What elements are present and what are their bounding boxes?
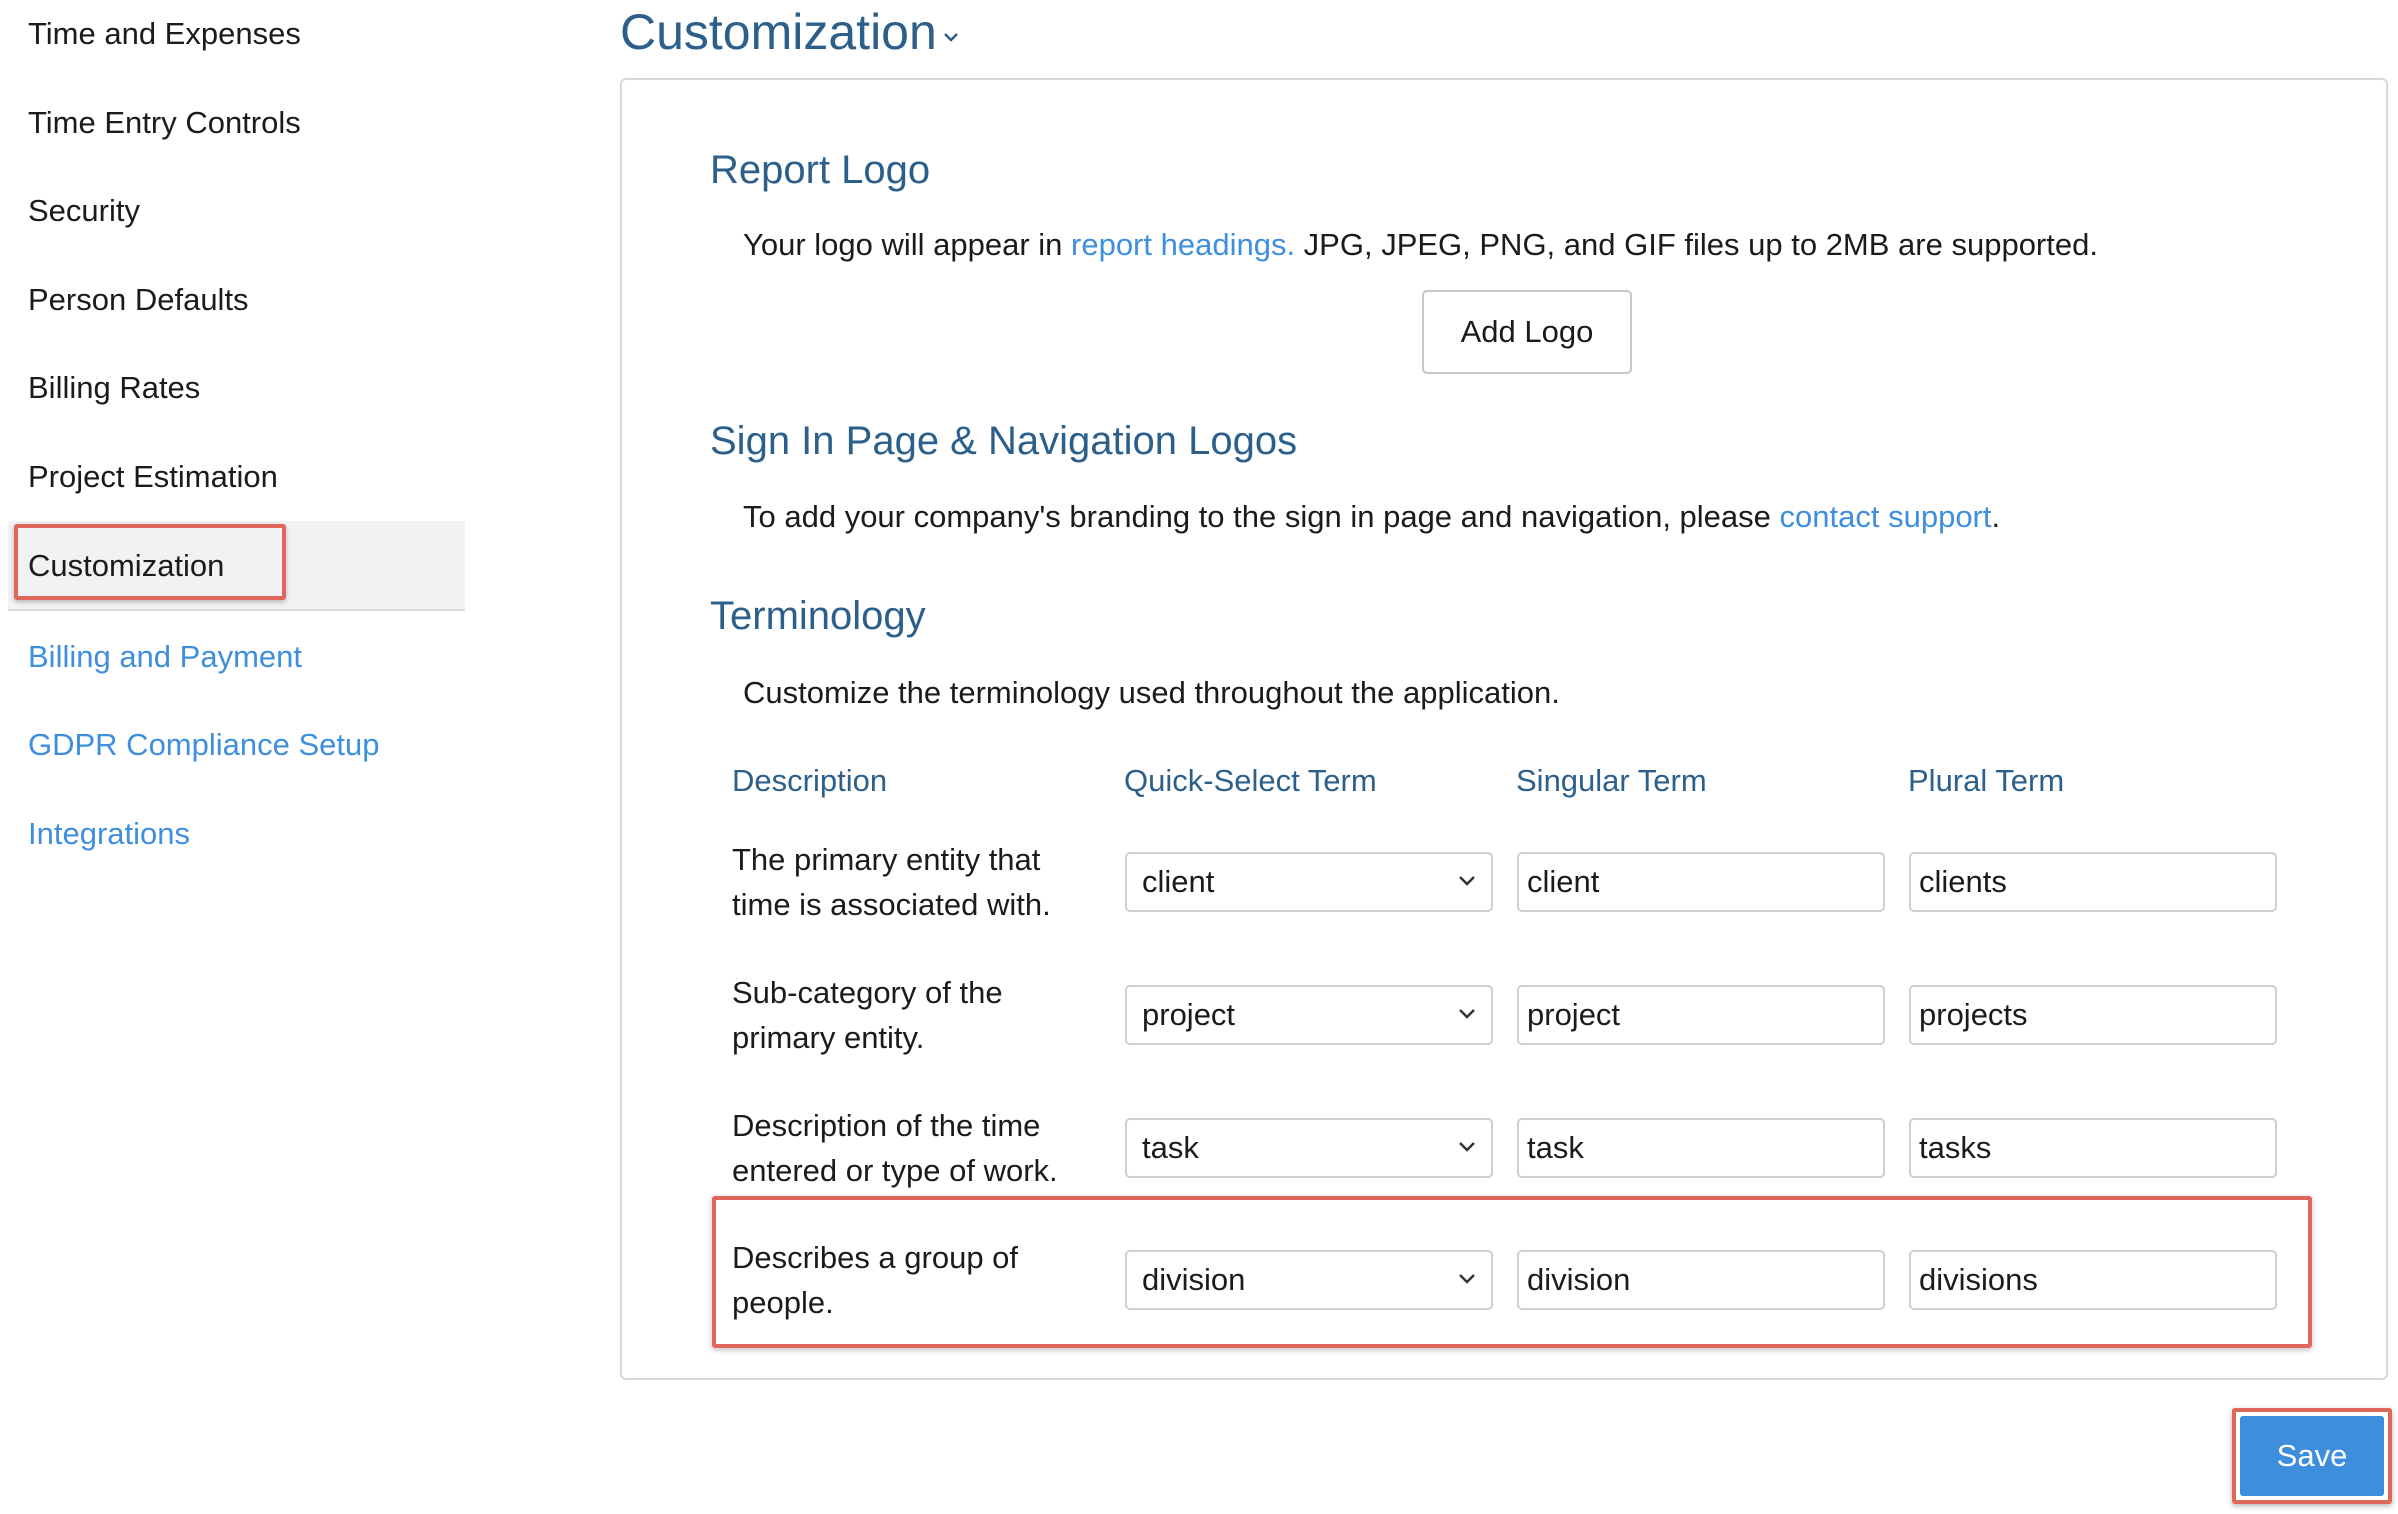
- plural-term-input-task[interactable]: tasks: [1909, 1118, 2277, 1178]
- singular-term-input-division[interactable]: division: [1517, 1250, 1885, 1310]
- plural-term-input-project[interactable]: projects: [1909, 985, 2277, 1045]
- sidebar-item-person-defaults[interactable]: Person Defaults: [28, 282, 249, 317]
- singular-term-input-project[interactable]: project: [1517, 985, 1885, 1045]
- plural-term-input-division[interactable]: divisions: [1909, 1250, 2277, 1310]
- quick-select-value: client: [1142, 864, 1215, 899]
- quick-select-dropdown-project[interactable]: [1125, 985, 1493, 1045]
- chevron-down-icon: [1457, 874, 1477, 888]
- chevron-down-icon: [1457, 1140, 1477, 1154]
- term-row-description: Sub-category of the primary entity.: [732, 975, 1003, 1055]
- term-row-description: Describes a group of people.: [732, 1240, 1019, 1320]
- page-title-text: Customization: [620, 4, 937, 60]
- plural-term-input-client[interactable]: clients: [1909, 852, 2277, 912]
- singular-term-input-client[interactable]: client: [1517, 852, 1885, 912]
- column-header-quick-select: Quick-Select Term: [1124, 763, 1377, 798]
- quick-select-dropdown-division[interactable]: [1125, 1250, 1493, 1310]
- column-header-plural: Plural Term: [1908, 763, 2065, 798]
- quick-select-dropdown-client[interactable]: [1125, 852, 1493, 912]
- sidebar-item-security[interactable]: Security: [28, 193, 140, 228]
- terminology-heading: Terminology: [710, 594, 926, 638]
- signin-logos-description: [743, 497, 2000, 537]
- chevron-down-icon: [1457, 1007, 1477, 1021]
- quick-select-value: division: [1142, 1262, 1246, 1297]
- contact-support-link[interactable]: contact support: [1779, 499, 1992, 534]
- column-header-singular: Singular Term: [1516, 763, 1707, 798]
- report-logo-description: [743, 225, 2098, 265]
- report-logo-text-before: Your logo will appear in: [743, 227, 1072, 262]
- sidebar-active-highlight-box: [14, 524, 286, 600]
- chevron-down-icon: [1457, 1272, 1477, 1286]
- column-header-description: Description: [732, 763, 888, 798]
- sidebar-item-project-estimation[interactable]: Project Estimation: [28, 459, 278, 494]
- sidebar-item-billing-and-payment[interactable]: Billing and Payment: [28, 639, 302, 674]
- term-row-description: The primary entity that time is associated with.: [732, 842, 1051, 922]
- report-headings-link[interactable]: report headings.: [1071, 227, 1296, 262]
- add-logo-button[interactable]: Add Logo: [1422, 290, 1632, 374]
- report-logo-heading: Report Logo: [710, 148, 931, 192]
- quick-select-value: task: [1142, 1130, 1199, 1165]
- signin-logos-text-before: To add your company's branding to the sign in page and navigation, please: [743, 499, 1780, 534]
- quick-select-value: project: [1142, 997, 1236, 1032]
- report-logo-text-after: JPG, JPEG, PNG, and GIF files up to 2MB are supported.: [1295, 227, 2098, 262]
- singular-term-input-task[interactable]: task: [1517, 1118, 1885, 1178]
- quick-select-dropdown-task[interactable]: [1125, 1118, 1493, 1178]
- terminology-intro: Customize the terminology used throughout the application.: [743, 675, 1560, 710]
- sidebar-item-gdpr-compliance-setup[interactable]: GDPR Compliance Setup: [28, 727, 380, 762]
- sidebar-item-billing-rates[interactable]: Billing Rates: [28, 370, 201, 405]
- term-row-description: Description of the time entered or type of work.: [732, 1108, 1058, 1188]
- sidebar-item-time-and-expenses[interactable]: Time and Expenses: [28, 16, 301, 51]
- signin-logos-text-after: .: [1991, 499, 2001, 534]
- sidebar-item-customization[interactable]: Customization: [28, 548, 225, 583]
- sidebar-item-integrations[interactable]: Integrations: [28, 816, 190, 851]
- sidebar-item-time-entry-controls[interactable]: Time Entry Controls: [28, 105, 301, 140]
- page-title[interactable]: [620, 0, 961, 64]
- chevron-down-icon: [941, 26, 961, 46]
- signin-logos-heading: Sign In Page & Navigation Logos: [710, 419, 1298, 463]
- save-button[interactable]: Save: [2240, 1416, 2384, 1496]
